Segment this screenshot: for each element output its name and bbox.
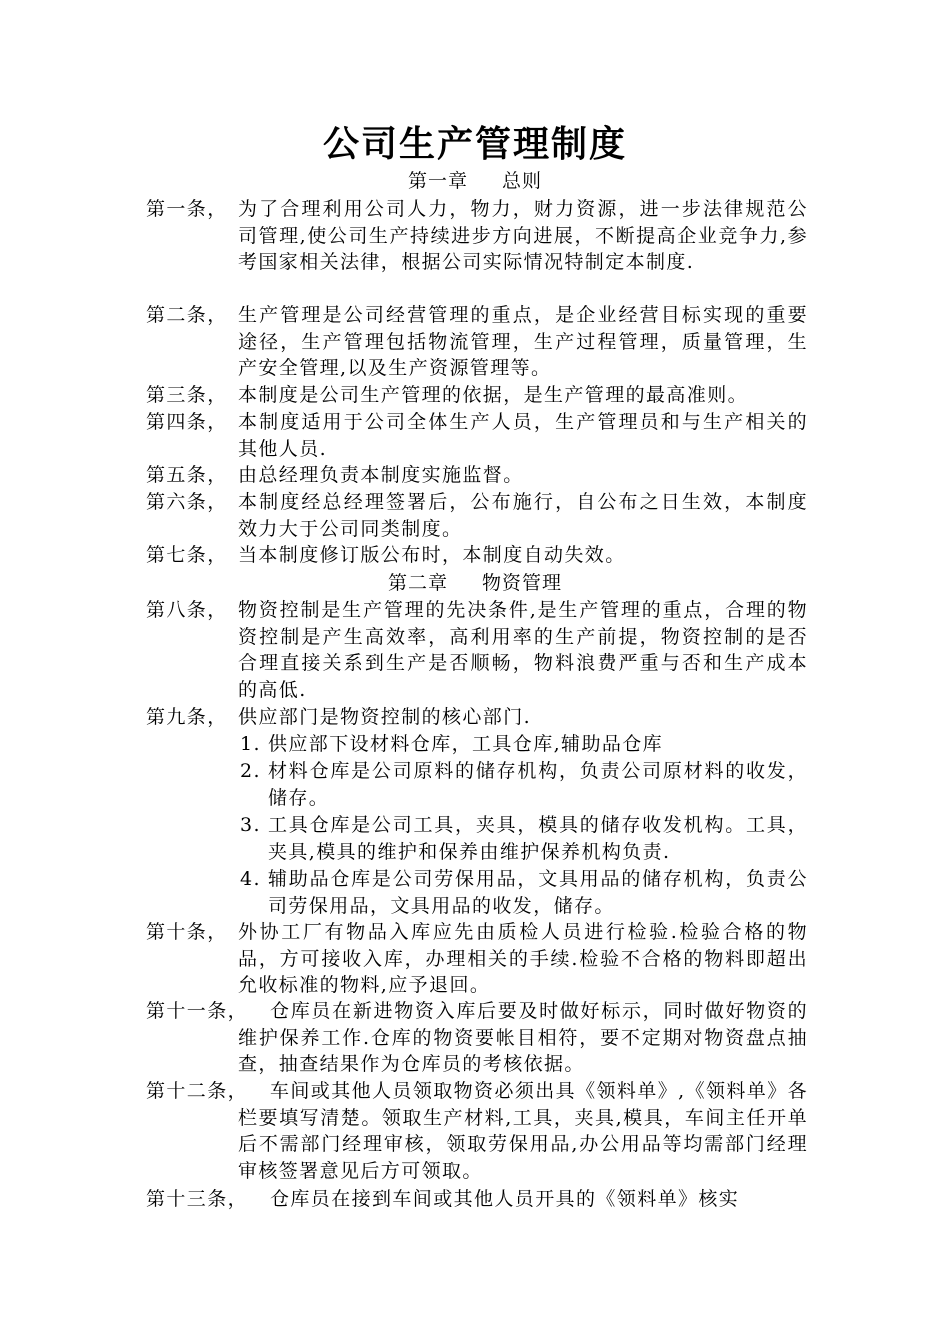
article-9 (146, 704, 808, 731)
list-item-1 (240, 731, 808, 758)
article-text: 物资控制是生产管理的先决条件,是生产管理的重点，合理的物资控制是产生高效率，高利用率的生产前提，物资控制的是否合理直接关系到生产是否顺畅，物料浪费严重与否和生产成本的高低. (238, 599, 808, 701)
article-label: 第五条， (146, 464, 228, 486)
article-label: 第十一条， (146, 1000, 249, 1022)
article-text: 本制度是公司生产管理的依据，是生产管理的最高准则。 (238, 384, 749, 406)
list-item-number: 2. (240, 760, 261, 782)
list-item-text: 工具仓库是公司工具，夹具，模具的储存收发机构。工具，夹具,模具的维护和保养由维护保养机构负责. (268, 814, 808, 863)
article-label: 第十条， (146, 921, 228, 943)
article-text: 生产管理是公司经营管理的重点，是企业经营目标实现的重要途径，生产管理包括物流管理，生产过程管理，质量管理，生产安全管理,以及生产资源管理等。 (238, 304, 808, 380)
article-label: 第二条， (146, 304, 228, 326)
article-label: 第六条， (146, 491, 228, 513)
article-5 (146, 462, 808, 489)
article-4 (146, 409, 808, 462)
article-label: 第七条， (146, 544, 228, 566)
article-text: 当本制度修订版公布时，本制度自动失效。 (238, 544, 626, 566)
list-item-text: 辅助品仓库是公司劳保用品，文具用品的储存机构，负责公司劳保用品，文具用品的收发，储存。 (268, 868, 808, 917)
chapter-name: 总则 (502, 170, 543, 192)
article-label: 第九条， (146, 706, 228, 728)
article-8 (146, 597, 808, 703)
article-text: 为了合理利用公司人力，物力，财力资源，进一步法律规范公司管理,使公司生产持续进步方向进展，不断提高企业竞争力,参考国家相关法律，根据公司实际情况特制定本制度. (238, 198, 808, 274)
article-6 (146, 489, 808, 542)
list-item-number: 4. (240, 868, 261, 890)
article-label: 第八条， (146, 599, 228, 621)
list-item-2 (240, 758, 808, 811)
article-13 (146, 1186, 808, 1213)
list-item-4 (240, 866, 808, 919)
list-item-number: 3. (240, 814, 261, 836)
article-label: 第一条， (146, 198, 228, 220)
list-item-text: 供应部下设材料仓库，工具仓库,辅助品仓库 (268, 733, 664, 755)
chapter-number: 第二章 (387, 572, 448, 594)
article-label: 第四条， (146, 411, 228, 433)
document-title: 公司生产管理制度 (322, 124, 627, 165)
list-item-text: 材料仓库是公司原料的储存机构，负责公司原材料的收发，储存。 (268, 760, 808, 809)
article-label: 第三条， (146, 384, 228, 406)
article-text: 本制度经总经理签署后，公布施行，自公布之日生效，本制度效力大于公司同类制度。 (238, 491, 808, 540)
article-2 (146, 302, 808, 382)
chapter-heading-1 (0, 168, 950, 194)
chapter-heading-2 (0, 570, 950, 596)
chapter-number: 第一章 (407, 170, 468, 192)
list-item-number: 1. (240, 733, 261, 755)
article-label: 第十三条， (146, 1188, 249, 1210)
article-text: 本制度适用于公司全体生产人员，生产管理员和与生产相关的其他人员. (238, 411, 808, 460)
article-text: 车间或其他人员领取物资必须出具《领料单》,《领料单》各栏要填写清楚。领取生产材料,工具，夹具,模具，车间主任开单后不需部门经理审核，领取劳保用品,办公用品等均需部门经理审核签署意见后方可领取。 (238, 1080, 808, 1182)
article-7 (146, 542, 808, 569)
article-text: 外协工厂有物品入库应先由质检人员进行检验.检验合格的物品，方可接收入库，办理相关的手续.检验不合格的物料即超出允收标准的物料,应予退回。 (238, 921, 808, 997)
chapter-name: 物资管理 (482, 572, 563, 594)
article-text: 供应部门是物资控制的核心部门. (238, 706, 532, 728)
article-11 (146, 998, 808, 1078)
article-text: 仓库员在新进物资入库后要及时做好标示，同时做好物资的维护保养工作.仓库的物资要帐目相符，要不定期对物资盘点抽查，抽查结果作为仓库员的考核依据。 (238, 1000, 808, 1076)
article-3 (146, 382, 808, 409)
article-1 (146, 196, 808, 276)
article-12 (146, 1078, 808, 1184)
list-item-3 (240, 812, 808, 865)
article-text: 由总经理负责本制度实施监督。 (238, 464, 524, 486)
article-10 (146, 919, 808, 999)
article-label: 第十二条， (146, 1080, 249, 1102)
article-text: 仓库员在接到车间或其他人员开具的《领料单》核实 (270, 1188, 740, 1210)
